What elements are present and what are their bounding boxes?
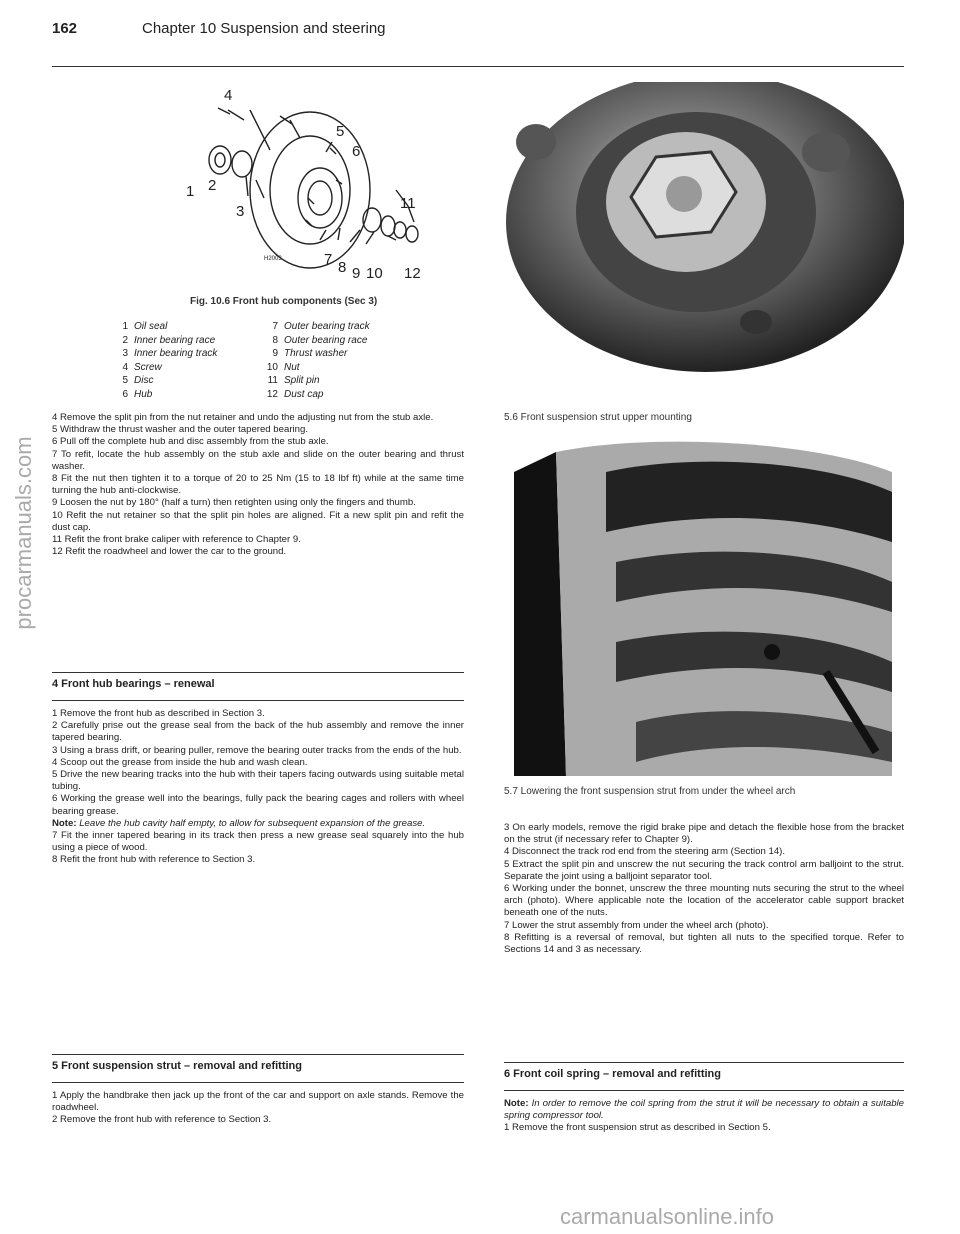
callout-1: 1 (186, 183, 195, 200)
legend-item: 1 Oil seal (122, 321, 168, 332)
step-paragraph: 6 Working under the bonnet, unscrew the three mounting nuts securing the strut to the wheel arch (photo). Where applicable note the location of the accelerator cable support bracket beneath one of the nuts. (504, 883, 904, 919)
section4-rule-top (52, 672, 464, 673)
photo-strut-upper-mounting (496, 82, 904, 400)
section5-steps-continued (504, 822, 904, 956)
hub-exploded-diagram (160, 80, 460, 280)
figure-caption: Fig. 10.6 Front hub components (Sec 3) (190, 296, 378, 307)
step-paragraph: 4 Disconnect the track rod end from the steering arm (Section 14). (504, 846, 786, 858)
section6-body (504, 1098, 904, 1135)
step-paragraph: 3 On early models, remove the rigid brake pipe and detach the flexible hose from the bracket on the strut (if necessary refer to Chapter 9). (504, 822, 904, 846)
callout-3: 3 (236, 203, 245, 220)
section4-steps (52, 708, 464, 867)
note-label: Note: (504, 1098, 529, 1109)
legend-item: 10 Nut (266, 361, 300, 373)
hub-shape (298, 168, 342, 228)
step-paragraph: 1 Remove the front hub as described in Section 3. (52, 708, 265, 719)
legend-item: 3 Inner bearing track (122, 348, 218, 359)
legend-item: 2 Inner bearing race (122, 334, 216, 346)
step-paragraph: 11 Refit the front brake caliper with reference to Chapter 9. (52, 534, 301, 546)
section5-heading: 5 Front suspension strut – removal and refitting (52, 1060, 302, 1072)
section6-heading: 6 Front coil spring – removal and refitting (504, 1068, 721, 1080)
photo-strut-lowering (496, 432, 904, 776)
step-paragraph: 7 Lower the strut assembly from under the wheel arch (photo). (504, 919, 769, 931)
photo1-caption: 5.6 Front suspension strut upper mounting (504, 412, 692, 423)
section5-rule-bottom (52, 1082, 464, 1083)
section6-note (504, 1098, 904, 1122)
step-paragraph: 5 Extract the split pin and unscrew the nut securing the track control arm balljoint to the strut. Separate the joint using a balljoint separator tool. (504, 858, 904, 882)
legend-item: 9 Thrust washer (272, 348, 348, 359)
callout-9: 9 (352, 265, 361, 280)
callout-6: 6 (352, 143, 361, 160)
header-rule (52, 66, 904, 67)
callout-11: 11 (400, 195, 416, 212)
photo-5-6-image (496, 82, 904, 400)
callout-5: 5 (336, 123, 345, 140)
legend-item: 6 Hub (122, 388, 153, 400)
bottom-watermark: carmanualsonline.info (560, 1204, 775, 1229)
figure-legend-right (262, 320, 422, 401)
callout-12: 12 (404, 265, 421, 280)
step-paragraph: 3 Using a brass drift, or bearing puller, remove the bearing outer tracks from the ends of the hub. (52, 744, 462, 756)
figure-legend-left (112, 320, 262, 401)
step-paragraph: 5 Withdraw the thrust washer and the outer tapered bearing. (52, 424, 308, 436)
note-text: In order to remove the coil spring from the strut it will be necessary to obtain a suitable spring compressor tool. (504, 1098, 904, 1122)
legend-item: 4 Screw (122, 361, 162, 373)
step-paragraph: 4 Remove the split pin from the nut retainer and undo the adjusting nut from the stub axle. (52, 412, 434, 423)
step-paragraph: 2 Remove the front hub with reference to Section 3. (52, 1114, 272, 1126)
inner-bearing-shape (232, 151, 252, 177)
note-label: Note: (52, 817, 77, 829)
step-paragraph: 7 Fit the inner tapered bearing in its track then press a new grease seal squarely into the hub using a piece of wood. (52, 830, 464, 854)
legend-item: 8 Outer bearing race (272, 334, 368, 346)
callout-10: 10 (366, 265, 383, 280)
side-watermark: procarmanuals.com (11, 436, 36, 630)
photo2-caption: 5.7 Lowering the front suspension strut from under the wheel arch (504, 786, 796, 797)
step-paragraph: 8 Refit the front hub with reference to Section 3. (52, 854, 256, 866)
page-number: 162 (52, 20, 78, 37)
section4-rule-bottom (52, 700, 464, 701)
step-paragraph: 8 Refitting is a reversal of removal, but tighten all nuts to the specified torque. Refer to Sections 14 and 3 as necessary. (504, 931, 904, 956)
section3-steps-continued (52, 412, 464, 558)
legend-item: 12 Dust cap (266, 388, 324, 400)
callout-4: 4 (224, 87, 233, 104)
figure-ref-code: H2003 (264, 256, 282, 262)
step-paragraph: 1 Remove the front suspension strut as described in Section 5. (504, 1122, 771, 1134)
step-paragraph: 1 Apply the handbrake then jack up the front of the car and support on axle stands. Remove the roadwheel. (52, 1090, 464, 1114)
step-paragraph: 12 Refit the roadwheel and lower the car to the ground. (52, 546, 287, 558)
section6-rule-top (504, 1062, 904, 1063)
callout-2: 2 (208, 177, 217, 194)
section5-steps (52, 1090, 464, 1127)
oil-seal-shape (209, 146, 231, 174)
section5-rule-top (52, 1054, 464, 1055)
photo-5-7-image (496, 432, 904, 776)
hub-diagram-svg (160, 80, 460, 280)
legend-item: 5 Disc (122, 375, 154, 386)
step-paragraph: 2 Carefully prise out the grease seal from the back of the hub assembly and remove the inner tapered bearing. (52, 720, 464, 744)
step-paragraph: 6 Working the grease well into the bearings, fully pack the bearing cages and rollers with wheel bearing grease. (52, 793, 464, 817)
note-text: Leave the hub cavity half empty, to allow for subsequent expansion of the grease. (79, 817, 426, 829)
step-paragraph: 9 Loosen the nut by 180° (half a turn) then retighten using only the fingers and thumb. (52, 497, 416, 509)
legend-item: 7 Outer bearing track (272, 321, 370, 332)
section4-heading: 4 Front hub bearings – renewal (52, 678, 215, 690)
chapter-title: Chapter 10 Suspension and steering (142, 20, 386, 37)
step-paragraph: 8 Fit the nut then tighten it to a torque of 20 to 25 Nm (15 to 18 lbf ft) while at the same time turning the hub anti-clockwise. (52, 473, 464, 497)
step-paragraph: 10 Refit the nut retainer so that the split pin holes are aligned. Fit a new split pin and refit the dust cap. (52, 509, 464, 533)
step-paragraph: 5 Drive the new bearing tracks into the hub with their tapers facing outwards using suitable metal tubing. (52, 769, 464, 793)
legend-item: 11 Split pin (267, 375, 320, 386)
section4-note (52, 818, 464, 830)
callout-7: 7 (324, 251, 333, 268)
callout-8: 8 (338, 259, 347, 276)
step-paragraph: 7 To refit, locate the hub assembly on the stub axle and slide on the outer bearing and thrust washer. (52, 448, 464, 472)
step-paragraph: 6 Pull off the complete hub and disc assembly from the stub axle. (52, 436, 329, 448)
section6-rule-bottom (504, 1090, 904, 1091)
step-paragraph: 4 Scoop out the grease from inside the hub and wash clean. (52, 756, 308, 768)
